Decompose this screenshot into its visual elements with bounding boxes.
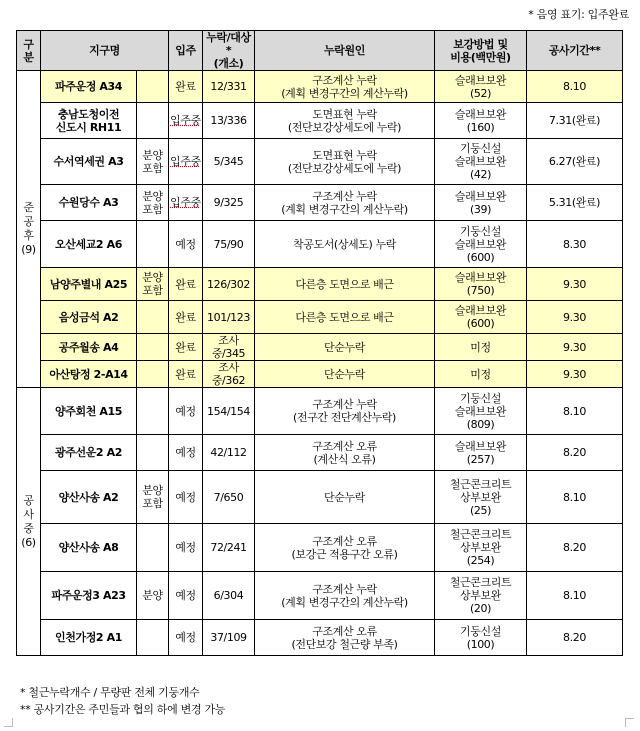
- district-note: 분양 포함: [137, 185, 169, 221]
- district-note: [137, 334, 169, 361]
- method-cost: 미정: [435, 361, 527, 388]
- district-note: [137, 435, 169, 471]
- table-row: [17, 620, 623, 656]
- cause-text: 구조계산 오류 (전단보강 철근량 부족): [255, 620, 435, 656]
- method-cost: 슬래브보완 (52): [435, 71, 527, 103]
- district-name: 충남도청이전 신도시 RH11: [41, 103, 137, 139]
- header-cause: 누락원인: [255, 31, 435, 71]
- footnotes: [20, 684, 225, 718]
- group-label-completed: 준 공 후 (9): [17, 71, 41, 388]
- table-row: [17, 334, 623, 361]
- missing-count: 42/112: [203, 435, 255, 471]
- cause-text: 단순누락: [255, 471, 435, 524]
- occupancy-status-text: 입주중: [170, 155, 201, 168]
- district-name: 아산탕정 2-A14: [41, 361, 137, 388]
- method-cost: 철근콘크리트 상부보완 (25): [435, 471, 527, 524]
- method-cost: 슬래브보완 (160): [435, 103, 527, 139]
- district-note: [137, 524, 169, 572]
- table-row: [17, 301, 623, 334]
- method-cost: 슬래브보완 (750): [435, 268, 527, 301]
- cause-text: 도면표현 누락 (전단보강상세도에 누락): [255, 139, 435, 185]
- missing-count: 9/325: [203, 185, 255, 221]
- header-occupancy: 입주: [169, 31, 203, 71]
- missing-count: 101/123: [203, 301, 255, 334]
- method-cost: 철근콘크리트 상부보완 (254): [435, 524, 527, 572]
- cause-text: 구조계산 오류 (계산식 오류): [255, 435, 435, 471]
- district-note: 분양 포함: [137, 268, 169, 301]
- cause-text: 단순누락: [255, 334, 435, 361]
- method-cost: 슬래브보완 (257): [435, 435, 527, 471]
- period-text: 8.20: [527, 435, 623, 471]
- cause-text: 구조계산 오류 (보강근 적용구간 오류): [255, 524, 435, 572]
- period-text: 5.31(완료): [527, 185, 623, 221]
- period-text: 8.20: [527, 524, 623, 572]
- district-note: [137, 221, 169, 268]
- cause-text: 구조계산 누락 (전구간 전단계산누락): [255, 388, 435, 435]
- district-note: [137, 103, 169, 139]
- table-row: [17, 139, 623, 185]
- missing-count: 조사중/345: [203, 334, 255, 361]
- district-name: 음성금석 A2: [41, 301, 137, 334]
- table-row: [17, 268, 623, 301]
- rebar-missing-table: [16, 30, 623, 656]
- district-note: [137, 361, 169, 388]
- district-note: 분양 포함: [137, 139, 169, 185]
- table-row: [17, 471, 623, 524]
- header-district: 지구명: [41, 31, 169, 71]
- period-text: 9.30: [527, 361, 623, 388]
- occupancy-status: 예정: [169, 620, 203, 656]
- header-category: 구 분: [17, 31, 41, 71]
- method-cost: 미정: [435, 334, 527, 361]
- missing-count: 75/90: [203, 221, 255, 268]
- cause-text: 착공도서(상세도) 누락: [255, 221, 435, 268]
- cause-text: 단순누락: [255, 361, 435, 388]
- header-row: [17, 31, 623, 71]
- table-row: [17, 388, 623, 435]
- period-text: 8.10: [527, 572, 623, 620]
- cause-text: 다른층 도면으로 배근: [255, 301, 435, 334]
- table-row: [17, 361, 623, 388]
- district-name: 광주선운2 A2: [41, 435, 137, 471]
- missing-count: 12/331: [203, 71, 255, 103]
- method-cost: 철근콘크리트 상부보완 (20): [435, 572, 527, 620]
- header-period: 공사기간**: [527, 31, 623, 71]
- district-name: 양주회천 A15: [41, 388, 137, 435]
- missing-count: 72/241: [203, 524, 255, 572]
- occupancy-status: [169, 185, 203, 221]
- occupancy-status: [169, 103, 203, 139]
- header-missing-target: 누락/대상* (개소): [203, 31, 255, 71]
- footnote-period: ** 공사기간은 주민들과 협의 하에 변경 가능: [20, 703, 226, 716]
- occupancy-status: 완료: [169, 268, 203, 301]
- method-cost: 슬래브보완 (39): [435, 185, 527, 221]
- period-text: 8.30: [527, 221, 623, 268]
- table-row: [17, 572, 623, 620]
- period-text: 8.20: [527, 620, 623, 656]
- district-name: 파주운정 A34: [41, 71, 137, 103]
- occupancy-status: 완료: [169, 71, 203, 103]
- method-cost: 기둥신설 슬래브보완 (600): [435, 221, 527, 268]
- district-note: 분양 포함: [137, 471, 169, 524]
- occupancy-status: [169, 139, 203, 185]
- district-name: 오산세교2 A6: [41, 221, 137, 268]
- occupancy-status: 예정: [169, 572, 203, 620]
- table-row: [17, 221, 623, 268]
- missing-count: 6/304: [203, 572, 255, 620]
- cause-text: 도면표현 누락 (전단보강상세도에 누락): [255, 103, 435, 139]
- period-text: 9.30: [527, 268, 623, 301]
- table-row: [17, 71, 623, 103]
- occupancy-status: 예정: [169, 471, 203, 524]
- shading-legend: * 음영 표기: 입주완료: [528, 8, 629, 21]
- occupancy-status: 예정: [169, 524, 203, 572]
- missing-count: 13/336: [203, 103, 255, 139]
- district-name: 수서역세권 A3: [41, 139, 137, 185]
- district-note: 분양: [137, 572, 169, 620]
- table-row: [17, 435, 623, 471]
- method-cost: 슬래브보완 (600): [435, 301, 527, 334]
- district-name: 양산사송 A8: [41, 524, 137, 572]
- method-cost: 기둥신설 슬래브보완 (42): [435, 139, 527, 185]
- district-note: [137, 301, 169, 334]
- group-label-ongoing: 공 사 중 (6): [17, 388, 41, 656]
- occupancy-status: 완료: [169, 334, 203, 361]
- period-text: 6.27(완료): [527, 139, 623, 185]
- missing-count: 조사중/362: [203, 361, 255, 388]
- footnote-missing-count: * 철근누락개수 / 무량판 전체 기둥개수: [20, 686, 200, 699]
- cause-text: 다른층 도면으로 배근: [255, 268, 435, 301]
- district-name: 공주월송 A4: [41, 334, 137, 361]
- header-method-cost: 보강방법 및 비용(백만원): [435, 31, 527, 71]
- period-text: 9.30: [527, 301, 623, 334]
- occupancy-status-text: 입주중: [170, 196, 201, 209]
- period-text: 8.10: [527, 71, 623, 103]
- table-row: [17, 185, 623, 221]
- missing-count: 126/302: [203, 268, 255, 301]
- missing-count: 37/109: [203, 620, 255, 656]
- occupancy-status: 예정: [169, 388, 203, 435]
- table-row: [17, 103, 623, 139]
- occupancy-status: 완료: [169, 361, 203, 388]
- period-text: 7.31(완료): [527, 103, 623, 139]
- occupancy-status: 예정: [169, 435, 203, 471]
- period-text: 9.30: [527, 334, 623, 361]
- method-cost: 기둥신설 (100): [435, 620, 527, 656]
- district-name: 수원당수 A3: [41, 185, 137, 221]
- district-name: 양산사송 A2: [41, 471, 137, 524]
- occupancy-status: 예정: [169, 221, 203, 268]
- missing-count: 7/650: [203, 471, 255, 524]
- district-name: 인천가정2 A1: [41, 620, 137, 656]
- cause-text: 구조계산 누락 (계획 변경구간의 계산누락): [255, 185, 435, 221]
- district-note: [137, 71, 169, 103]
- page-corner-mark: [4, 718, 13, 727]
- occupancy-status: 완료: [169, 301, 203, 334]
- page-corner-mark: [625, 718, 634, 727]
- missing-count: 154/154: [203, 388, 255, 435]
- table-row: [17, 524, 623, 572]
- missing-count: 5/345: [203, 139, 255, 185]
- district-note: [137, 388, 169, 435]
- cause-text: 구조계산 누락 (계획 변경구간의 계산누락): [255, 71, 435, 103]
- district-name: 남양주별내 A25: [41, 268, 137, 301]
- cause-text: 구조계산 누락 (계획 변경구간의 계산누락): [255, 572, 435, 620]
- district-note: [137, 620, 169, 656]
- period-text: 8.10: [527, 388, 623, 435]
- period-text: 8.10: [527, 471, 623, 524]
- method-cost: 기둥신설 슬래브보완 (809): [435, 388, 527, 435]
- district-name: 파주운정3 A23: [41, 572, 137, 620]
- occupancy-status-text: 입주중: [170, 114, 201, 127]
